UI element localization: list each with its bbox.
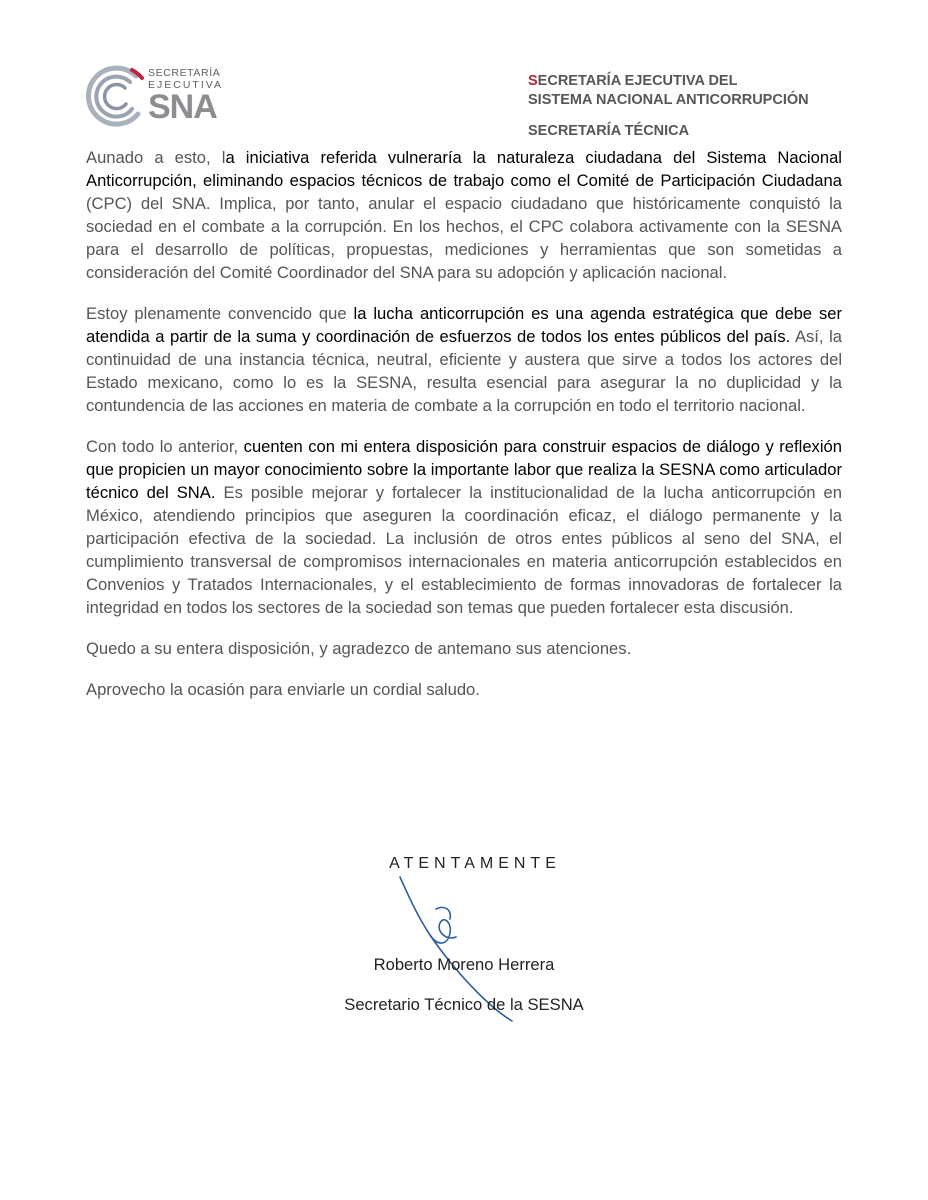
letterhead-initial: S (528, 73, 538, 89)
paragraph-4: Quedo a su entera disposición, y agradezco de antemano sus atenciones. (86, 639, 632, 658)
paragraph-5: Aprovecho la ocasión para enviarle un cordial saludo. (86, 680, 480, 699)
signer-name: Roberto Moreno Herrera (373, 955, 555, 974)
p1-emphasis: a iniciativa referida vulneraría la naturaleza ciudadana del Sistema Nacional Anticorrupción, eliminando espacios técnicos de trabajo como el Comité de Participación Ciudadana (86, 148, 842, 190)
p3-text-a: Con todo lo anterior, (86, 437, 244, 456)
closing-attentively: ATENTAMENTE (389, 855, 561, 872)
letter-body (86, 146, 842, 719)
letterhead-line-2: SISTEMA NACIONAL ANTICORRUPCIÓN (528, 92, 809, 108)
p2-text-c: Así, la continuidad de una instancia técnica, neutral, eficiente y austera que sirve a todos los actores del Estado mexicano, como lo es la SESNA, resulta esencial para asegurar la no duplicidad y la contundencia de las acciones en materia de combate a la corrupción en todo el territorio nacional. (86, 327, 843, 415)
logo-mark: SNA (148, 88, 217, 126)
letterhead-line-1 (528, 72, 809, 91)
paragraph-3 (86, 435, 842, 619)
concentric-rings-logo-icon (80, 64, 150, 128)
paragraph-1 (86, 146, 842, 284)
paragraph-2 (86, 302, 842, 417)
letterhead-line-1-rest: ECRETARÍA EJECUTIVA DEL (537, 73, 738, 89)
p1-text-c: (CPC) del SNA. Implica, por tanto, anular el espacio ciudadano que históricamente conquistó la sociedad en el combate a la corrupción. En los hechos, el CPC colabora activamente con la SESNA para el desarrollo de políticas, propuestas, mediciones y herramientas que son sometidas a consideración del Comité Coordinador del SNA para su adopción y aplicación nacional. (86, 194, 842, 282)
letterhead (528, 72, 809, 141)
p3-text-c: Es posible mejorar y fortalecer la institucionalidad de la lucha anticorrupción en México, atendiendo principios que aseguren la coordinación eficaz, el diálogo permanente y la participación efectiva de la sociedad. La inclusión de otros entes públicos al seno del SNA, el cumplimiento transversal de compromisos internacionales en materia anticorrupción establecidos en Convenios y Tratados Internacionales, y el establecimiento de formas innovadoras de fortalecer la integridad en todos los sectores de la sociedad son temas que pueden fortalecer esta discusión. (86, 483, 842, 617)
p2-emphasis: la lucha anticorrupción es una agenda estratégica que debe ser atendida a partir de la suma y coordinación de esfuerzos de todos los entes públicos del país. (86, 304, 842, 346)
signer-role: Secretario Técnico de la SESNA (344, 995, 584, 1014)
sna-logo (80, 64, 230, 128)
letterhead-line-3: SECRETARÍA TÉCNICA (528, 123, 690, 139)
p1-text-a: Aunado a esto, l (86, 148, 226, 167)
p2-text-a: Estoy plenamente convencido que (86, 304, 354, 323)
p3-emphasis: cuenten con mi entera disposición para construir espacios de diálogo y reflexión que propicien un mayor conocimiento sobre la importante labor que realiza la SESNA como articulador técnico del SNA. (86, 437, 842, 502)
logo-line-1: SECRETARÍA (148, 67, 221, 79)
logo-line-2: EJECUTIVA (148, 79, 223, 91)
